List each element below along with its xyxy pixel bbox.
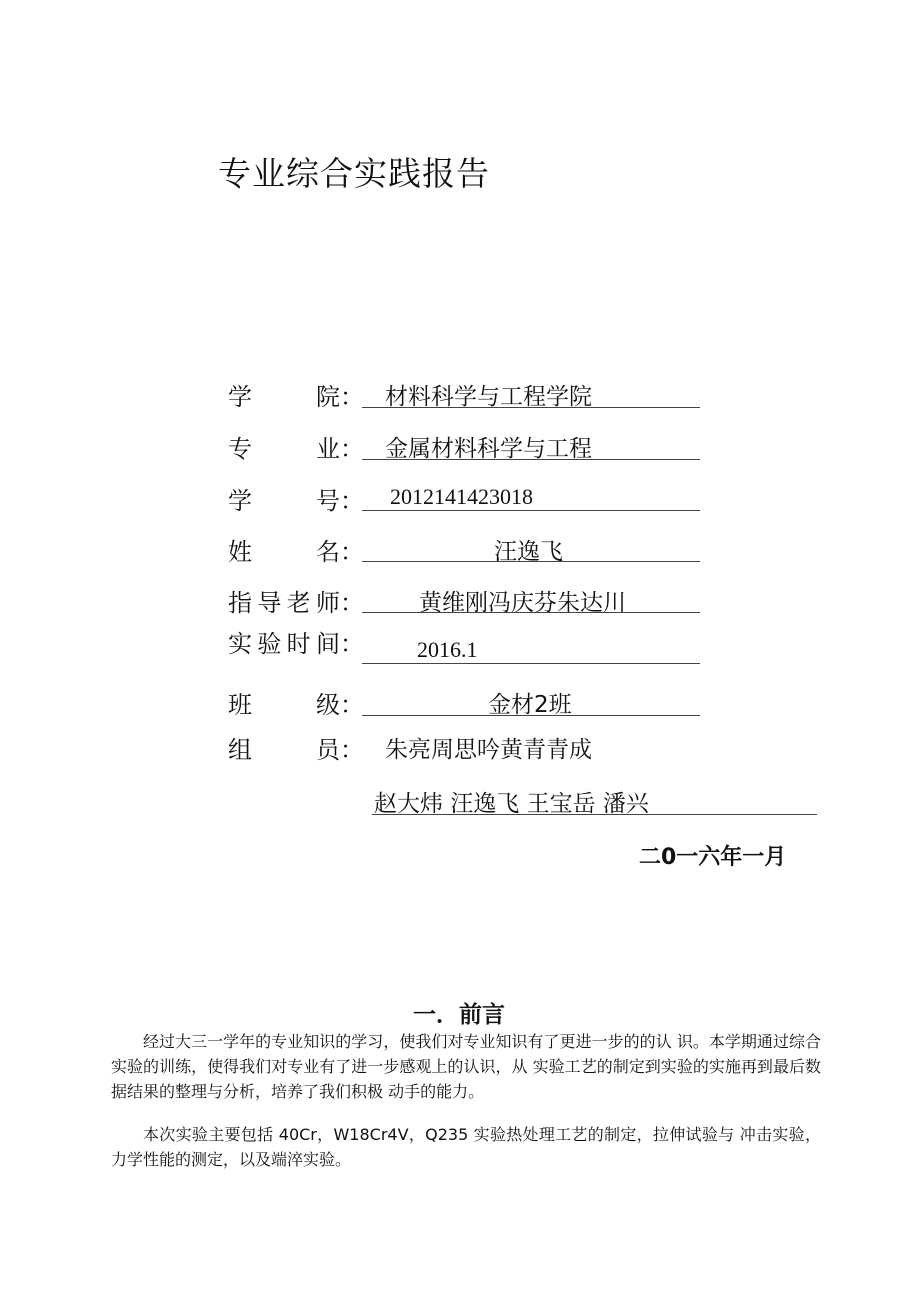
label-name-text: 姓名 — [228, 538, 340, 566]
label-members-text: 组员 — [228, 736, 340, 764]
label-members — [228, 730, 364, 765]
value-name: 汪逸飞 — [494, 539, 563, 565]
paragraph-2: 本次实验主要包括 40Cr，W18Cr4V，Q235 实验热处理工艺的制定，拉伸试验与 冲击实验，力学性能的测定，以及端淬实验。 — [111, 1125, 821, 1169]
underline-college — [362, 407, 700, 408]
underline-exp-time — [362, 663, 700, 664]
value-class: 金材2班 — [488, 692, 572, 718]
report-date: 二0一六年一月 — [639, 845, 787, 870]
underline-name — [362, 561, 700, 562]
label-major-text: 专业 — [228, 435, 340, 463]
label-college-text: 学院 — [228, 383, 340, 411]
label-colon: ： — [340, 630, 364, 658]
label-advisor — [228, 583, 364, 618]
page-title: 专业综合实践报告 — [218, 154, 490, 193]
label-colon: ： — [340, 383, 364, 411]
value-advisor: 黄维刚冯庆芬朱达川 — [419, 590, 626, 616]
label-colon: ： — [340, 435, 364, 463]
label-student-id — [228, 481, 364, 516]
value-exp-time: 2016.1 — [417, 637, 478, 662]
label-name — [228, 532, 364, 567]
label-class-text: 班级 — [228, 691, 340, 719]
value-college: 材料科学与工程学院 — [385, 384, 592, 410]
label-advisor-text: 指导老师 — [228, 589, 340, 617]
label-college — [228, 377, 364, 412]
paragraph-1: 经过大三一学年的专业知识的学习，使我们对专业知识有了更进一步的的认 识。本学期通过综合实验的训练，使得我们对专业有了进一步感观上的认识，从 实验工艺的制定到实验的实施再到最后数据结果的整理与分析，培养了我们积极 动手的能力。 — [111, 1032, 821, 1101]
underline-student-id — [362, 510, 700, 511]
label-colon: ： — [340, 538, 364, 566]
label-colon: ： — [340, 589, 364, 617]
underline-members — [372, 814, 817, 815]
label-class — [228, 685, 364, 720]
label-student-id-text: 学号 — [228, 487, 340, 515]
value-major: 金属材料科学与工程 — [385, 436, 592, 462]
label-colon: ： — [340, 736, 364, 764]
label-exp-time-text: 实验时间 — [228, 630, 340, 658]
underline-advisor — [362, 612, 700, 613]
label-major — [228, 429, 364, 464]
underline-class — [362, 715, 700, 716]
value-members-line2: 赵大炜 汪逸飞 王宝岳 潘兴 — [374, 791, 649, 817]
value-student-id: 2012141423018 — [390, 484, 533, 509]
label-colon: ： — [340, 487, 364, 515]
value-members-line1: 朱亮周思吟黄青青成 — [385, 737, 592, 763]
label-colon: ： — [340, 691, 364, 719]
underline-major — [362, 459, 700, 460]
label-exp-time — [228, 624, 364, 659]
section-heading-preface: 一．前言 — [413, 1002, 505, 1028]
